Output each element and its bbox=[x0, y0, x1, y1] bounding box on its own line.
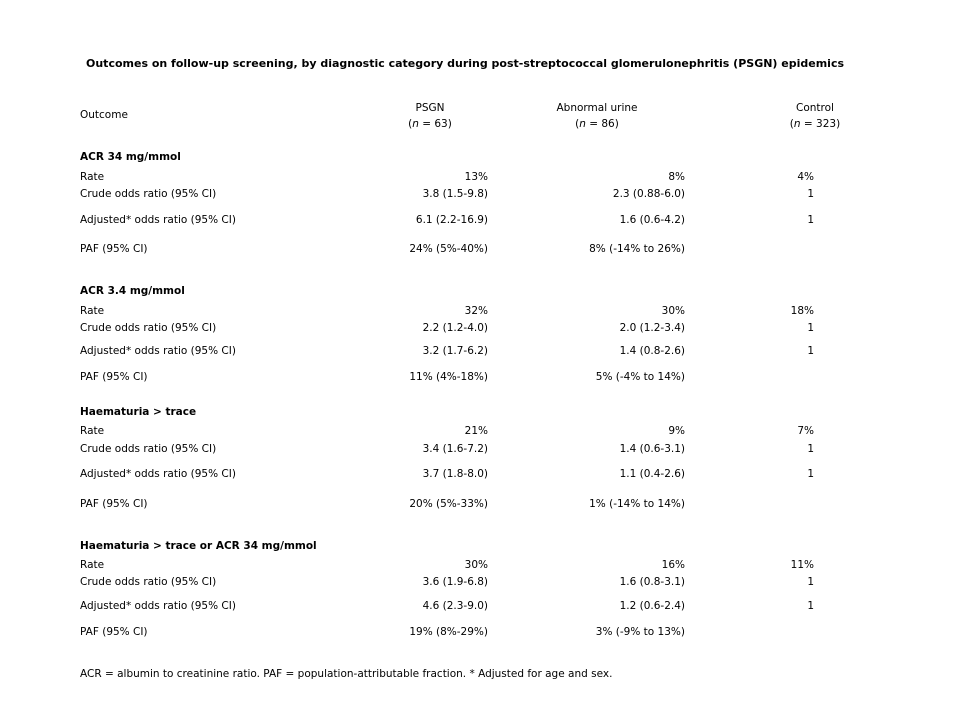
cell-psgn: 32% bbox=[464, 305, 488, 317]
cell-abnormal: 1.1 (0.4-2.6) bbox=[619, 468, 685, 480]
row-label: PAF (95% CI) bbox=[80, 243, 148, 255]
section-title: ACR 3.4 mg/mmol bbox=[80, 285, 185, 297]
row-label: Crude odds ratio (95% CI) bbox=[80, 188, 217, 200]
cell-psgn: 11% (4%-18%) bbox=[409, 371, 488, 383]
cell-control: 1 bbox=[807, 576, 814, 588]
row-label: Rate bbox=[80, 425, 105, 437]
cell-abnormal: 2.3 (0.88-6.0) bbox=[612, 188, 685, 200]
row-label: Crude odds ratio (95% CI) bbox=[80, 322, 217, 334]
cell-control: 1 bbox=[807, 214, 814, 226]
cell-abnormal: 1.2 (0.6-2.4) bbox=[619, 600, 685, 612]
row-label: Rate bbox=[80, 171, 105, 183]
row-label: Adjusted* odds ratio (95% CI) bbox=[80, 600, 236, 612]
table-row bbox=[0, 320, 960, 336]
cell-control: 7% bbox=[797, 425, 814, 437]
table-row bbox=[0, 557, 960, 573]
table-row bbox=[0, 186, 960, 202]
header-outcome: Outcome bbox=[80, 109, 128, 121]
header-control-name: Control bbox=[796, 102, 834, 114]
header-psgn-n: (n = 63) bbox=[408, 118, 452, 130]
cell-abnormal: 8% (-14% to 26%) bbox=[589, 243, 685, 255]
cell-psgn: 20% (5%-33%) bbox=[409, 498, 488, 510]
cell-psgn: 24% (5%-40%) bbox=[409, 243, 488, 255]
cell-psgn: 3.7 (1.8-8.0) bbox=[422, 468, 488, 480]
cell-abnormal: 5% (-4% to 14%) bbox=[595, 371, 685, 383]
cell-abnormal: 30% bbox=[661, 305, 685, 317]
section-title: Haematuria > trace or ACR 34 mg/mmol bbox=[80, 540, 317, 552]
table-row bbox=[0, 624, 960, 640]
cell-psgn: 3.8 (1.5-9.8) bbox=[422, 188, 488, 200]
cell-abnormal: 3% (-9% to 13%) bbox=[595, 626, 685, 638]
table-row bbox=[0, 496, 960, 512]
cell-control: 11% bbox=[790, 559, 814, 571]
cell-psgn: 4.6 (2.3-9.0) bbox=[422, 600, 488, 612]
cell-psgn: 13% bbox=[464, 171, 488, 183]
cell-psgn: 3.4 (1.6-7.2) bbox=[422, 443, 488, 455]
row-label: Crude odds ratio (95% CI) bbox=[80, 443, 217, 455]
section-title: ACR 34 mg/mmol bbox=[80, 151, 181, 163]
table-row bbox=[0, 369, 960, 385]
row-label: Adjusted* odds ratio (95% CI) bbox=[80, 468, 236, 480]
header-psgn-name: PSGN bbox=[415, 102, 445, 114]
cell-control: 4% bbox=[797, 171, 814, 183]
table-row bbox=[0, 343, 960, 359]
header-control-n: (n = 323) bbox=[789, 118, 841, 130]
table-row bbox=[0, 423, 960, 439]
cell-psgn: 6.1 (2.2-16.9) bbox=[415, 214, 488, 226]
row-label: PAF (95% CI) bbox=[80, 371, 148, 383]
cell-control: 1 bbox=[807, 600, 814, 612]
row-label: Adjusted* odds ratio (95% CI) bbox=[80, 345, 236, 357]
footnote: ACR = albumin to creatinine ratio. PAF = population-attributable fraction. * Adjusted for age and sex. bbox=[80, 668, 613, 680]
header-psgn bbox=[350, 100, 510, 132]
cell-abnormal: 1.4 (0.8-2.6) bbox=[619, 345, 685, 357]
cell-psgn: 2.2 (1.2-4.0) bbox=[422, 322, 488, 334]
table-row bbox=[0, 574, 960, 590]
cell-control: 1 bbox=[807, 345, 814, 357]
table-row bbox=[0, 466, 960, 482]
row-label: Rate bbox=[80, 305, 105, 317]
cell-abnormal: 16% bbox=[661, 559, 685, 571]
table-row bbox=[0, 169, 960, 185]
header-abnormal-n: (n = 86) bbox=[575, 118, 619, 130]
table-row bbox=[0, 212, 960, 228]
row-label: Crude odds ratio (95% CI) bbox=[80, 576, 217, 588]
header-abnormal-urine bbox=[517, 100, 677, 132]
cell-psgn: 21% bbox=[464, 425, 488, 437]
cell-abnormal: 1.6 (0.8-3.1) bbox=[619, 576, 685, 588]
row-label: PAF (95% CI) bbox=[80, 626, 148, 638]
cell-control: 1 bbox=[807, 188, 814, 200]
cell-psgn: 3.2 (1.7-6.2) bbox=[422, 345, 488, 357]
cell-control: 1 bbox=[807, 322, 814, 334]
table-title: Outcomes on follow-up screening, by diagnostic category during post-streptococcal glomerulonephritis (PSGN) epidemics bbox=[86, 57, 845, 70]
cell-psgn: 19% (8%-29%) bbox=[409, 626, 488, 638]
cell-abnormal: 1.6 (0.6-4.2) bbox=[619, 214, 685, 226]
row-label: Rate bbox=[80, 559, 105, 571]
cell-control: 18% bbox=[790, 305, 814, 317]
cell-abnormal: 2.0 (1.2-3.4) bbox=[619, 322, 685, 334]
row-label: Adjusted* odds ratio (95% CI) bbox=[80, 214, 236, 226]
table-row bbox=[0, 441, 960, 457]
cell-control: 1 bbox=[807, 443, 814, 455]
table-row bbox=[0, 598, 960, 614]
header-abnormal-name: Abnormal urine bbox=[556, 102, 638, 114]
section-title: Haematuria > trace bbox=[80, 406, 197, 418]
cell-abnormal: 1.4 (0.6-3.1) bbox=[619, 443, 685, 455]
cell-psgn: 30% bbox=[464, 559, 488, 571]
cell-psgn: 3.6 (1.9-6.8) bbox=[422, 576, 488, 588]
row-label: PAF (95% CI) bbox=[80, 498, 148, 510]
cell-abnormal: 9% bbox=[668, 425, 685, 437]
cell-abnormal: 1% (-14% to 14%) bbox=[589, 498, 685, 510]
table-row bbox=[0, 303, 960, 319]
header-control bbox=[735, 100, 895, 132]
table-row bbox=[0, 241, 960, 257]
cell-abnormal: 8% bbox=[668, 171, 685, 183]
cell-control: 1 bbox=[807, 468, 814, 480]
